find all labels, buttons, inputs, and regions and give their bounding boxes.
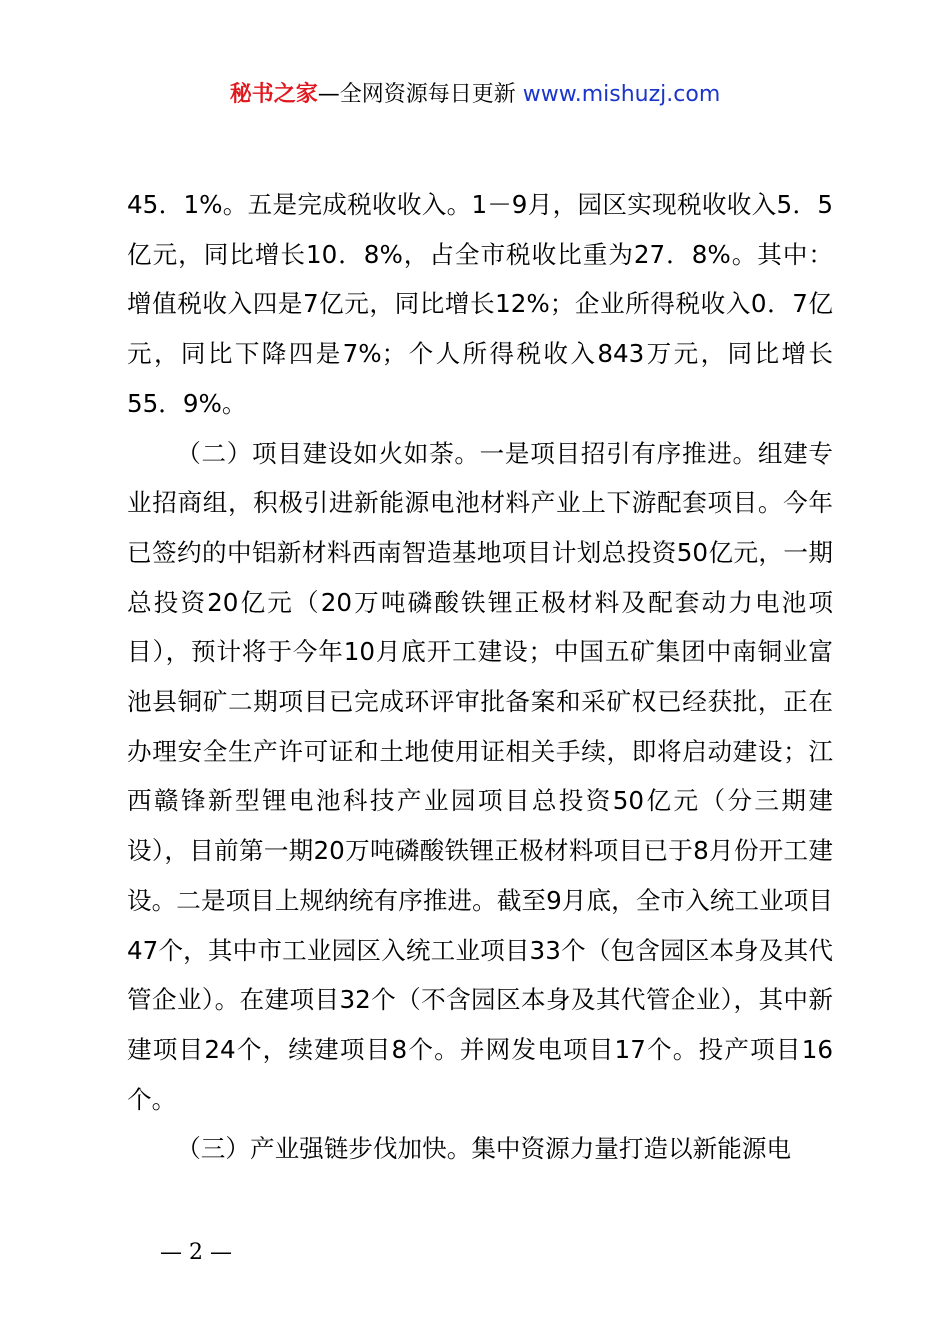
paragraph-tax-revenue: 45．1%。五是完成税收收入。1－9月，园区实现税收收入5．5亿元，同比增长10．8%，占全市税收比重为27．8%。其中：增值税收入四是7亿元，同比增长12%；企业所得税收入0．7亿元，同比下降四是7%；个人所得税收入843万元，同比增长55．9%。 [127, 190, 833, 418]
brand-name: 秘书之家 [229, 82, 318, 107]
page-number: — 2 — [160, 1240, 232, 1265]
document-body [127, 180, 833, 1174]
site-url-link[interactable]: www.mishuzj.com [522, 82, 721, 107]
paragraph-industry-chain: （三）产业强链步伐加快。集中资源力量打造以新能源电 [176, 1134, 792, 1164]
site-header [0, 78, 950, 112]
paragraph-project-construction: （二）项目建设如火如荼。一是项目招引有序推进。组建专业招商组，积极引进新能源电池材料产业上下游配套项目。今年已签约的中铝新材料西南智造基地项目计划总投资50亿元，一期总投资20亿元（20万吨磷酸铁锂正极材料及配套动力电池项目），预计将于今年10月底开工建设；中国五矿集团中南铜业富池县铜矿二期项目已完成环评审批备案和采矿权已经获批，正在办理安全生产许可证和土地使用证相关手续，即将启动建设；江西赣锋新型锂电池科技产业园项目总投资50亿元（分三期建设），目前第一期20万吨磷酸铁锂正极材料项目已于8月份开工建设。二是项目上规纳统有序推进。截至9月底，全市入统工业项目47个，其中市工业园区入统工业项目33个（包含园区本身及其代管企业）。在建项目32个（不含园区本身及其代管企业），其中新建项目24个，续建项目8个。并网发电项目17个。投产项目16个。 [127, 438, 833, 1114]
header-tagline: —全网资源每日更新 [317, 82, 516, 107]
